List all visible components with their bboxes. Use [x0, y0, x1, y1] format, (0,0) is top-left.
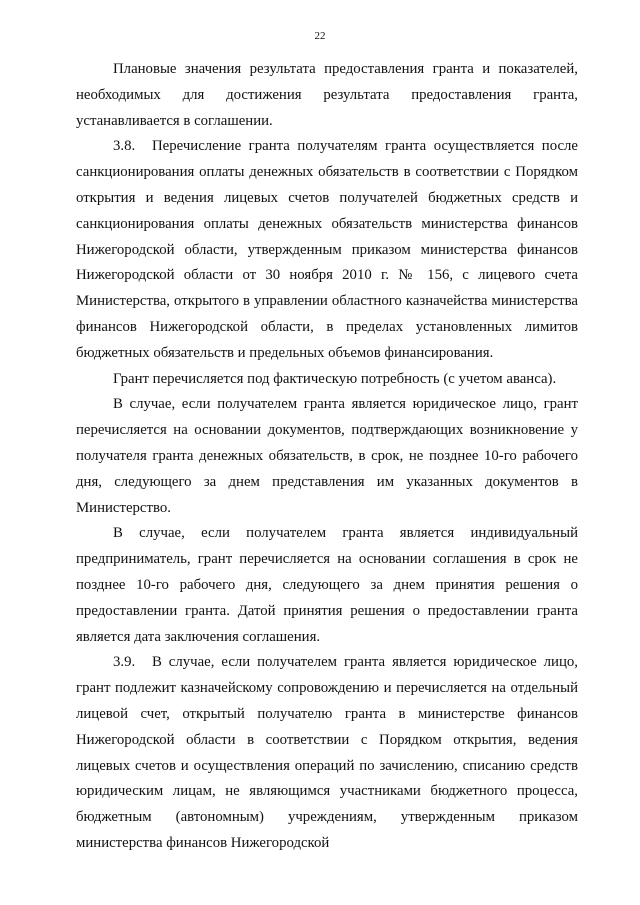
- paragraph-text: Плановые значения результата предоставления гранта и показателей, необходимых для достижения результата предоставления гранта, устанавливается в соглашении.: [76, 61, 578, 129]
- paragraph-legal-entity: [76, 392, 578, 521]
- paragraph-text: В случае, если получателем гранта является индивидуальный предприниматель, грант перечисляется на основании соглашения в срок не позднее 10-го рабочего дня, следующего за днем принятия решения о предоставлении гранта. Датой принятия решения о предоставлении гранта является дата заключения соглашения.: [76, 525, 578, 645]
- clause-3-8: [76, 134, 578, 366]
- paragraph-text: В случае, если получателем гранта является юридическое лицо, грант перечисляется на основании документов, подтверждающих возникновение у получателя гранта денежных обязательств, в срок, не позднее 10-го рабочего дня, следующего за днем представления им указанных документов в Министерство.: [76, 396, 578, 516]
- paragraph-individual-entrepreneur: [76, 521, 578, 650]
- paragraph-planned-values: [76, 57, 578, 134]
- page-number: 22: [314, 30, 326, 42]
- paragraph-text: В случае, если получателем гранта является юридическое лицо, грант подлежит казначейскому сопровождению и перечисляется на отдельный лицевой счет, открытый получателю гранта в министерстве финансов Нижегородской области в соответствии с Порядком открытия, ведения лицевых счетов и осуществления операций по зачислению, списанию средств юридическим лицам, не являющимся участниками бюджетного процесса, бюджетным (автономным) учреждениям, утвержденным приказом министерства финансов Нижегородской: [76, 654, 578, 851]
- paragraph-text: Грант перечисляется под фактическую потребность (с учетом аванса).: [113, 370, 557, 387]
- paragraph-text: Перечисление гранта получателям гранта осуществляется после санкционирования оплаты денежных обязательств в соответствии с Порядком открытия и ведения лицевых счетов получателей бюджетных средств и санкционирования оплаты денежных обязательств министерства финансов Нижегородской области, утвержденным приказом министерства финансов Нижегородской области от 30 ноября 2010 г. № 156, с лицевого счета Министерства, открытого в управлении областного казначейства министерства финансов Нижегородской области, в пределах установленных лимитов бюджетных обязательств и предельных объемов финансирования.: [76, 138, 578, 361]
- clause-3-9: [76, 650, 578, 856]
- paragraph-grant-transfer: [76, 367, 578, 393]
- document-body: [76, 57, 578, 857]
- clause-number: 3.9.: [113, 654, 136, 671]
- clause-number: 3.8.: [113, 138, 136, 155]
